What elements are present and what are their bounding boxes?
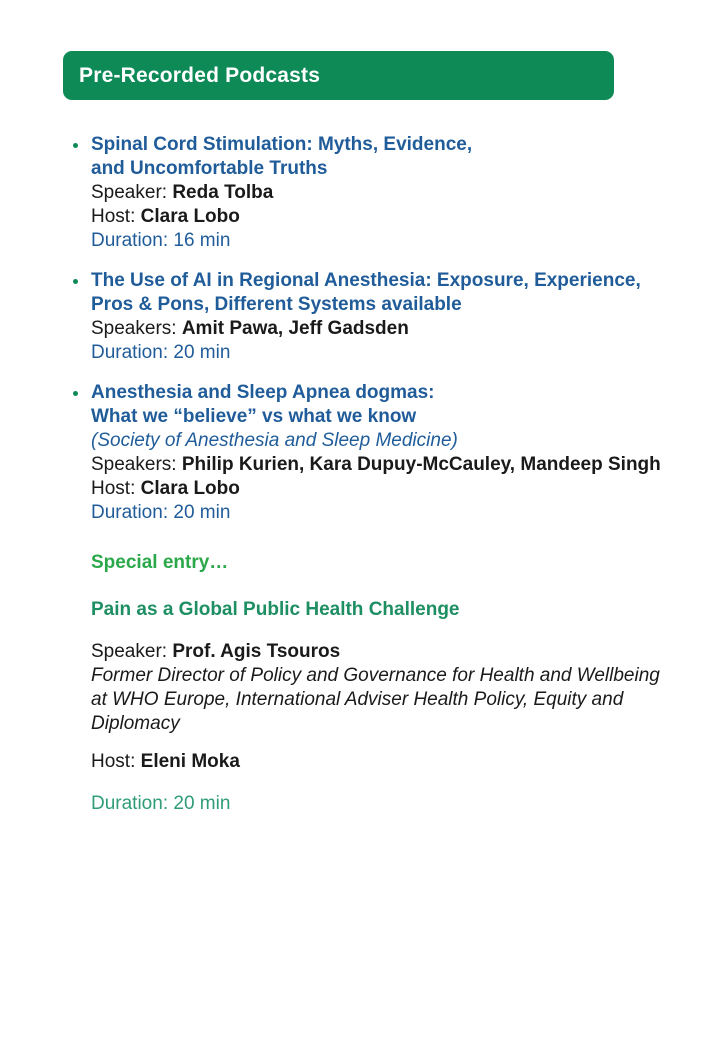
speaker-label: Speaker: [91,182,168,203]
speaker-label: Speaker: [91,641,168,662]
podcast-item [73,133,713,253]
podcast-society-subtitle: (Society of Anesthesia and Sleep Medicine) [91,430,458,451]
podcast-title: What we “believe” vs what we know [91,406,417,427]
host-label: Host: [91,751,136,772]
speaker-line [91,640,713,664]
special-podcast-title: Pain as a Global Public Health Challenge [91,599,460,620]
special-speaker-block [91,640,713,736]
podcast-item [73,381,713,525]
podcast-title: Anesthesia and Sleep Apnea dogmas: [91,382,435,403]
duration-line [91,501,661,525]
speaker-line [91,181,472,205]
duration-line [91,229,472,253]
duration-label: Duration: [91,793,169,814]
bullet-icon [73,391,78,396]
duration-value: 16 min [173,230,231,251]
bullet-icon [73,143,78,148]
podcast-title: Pros & Pons, Different Systems available [91,294,462,315]
podcast-title: The Use of AI in Regional Anesthesia: Exposure, Experience, [91,270,641,291]
host-line [91,477,661,501]
host-name: Clara Lobo [140,478,240,499]
host-name: Clara Lobo [140,206,240,227]
podcast-title: and Uncomfortable Truths [91,158,328,179]
speaker-bio: Diplomacy [91,713,180,734]
speaker-label: Speakers: [91,318,177,339]
duration-value: 20 min [173,502,231,523]
speaker-name: Prof. Agis Tsouros [172,641,341,662]
bullet-icon [73,279,78,284]
host-line [91,205,472,229]
duration-value: 20 min [173,793,231,814]
podcast-title: Spinal Cord Stimulation: Myths, Evidence, [91,134,473,155]
host-line [91,750,713,774]
page-title: Pre-Recorded Podcasts [79,63,321,87]
speaker-label: Speakers: [91,454,177,475]
speaker-name: Reda Tolba [172,182,274,203]
section-header [63,51,614,100]
speaker-line [91,317,641,341]
host-label: Host: [91,206,136,227]
duration-label: Duration: [91,502,169,523]
speaker-bio: at WHO Europe, International Adviser Health Policy, Equity and [91,689,624,710]
speaker-name: Amit Pawa, Jeff Gadsden [181,318,409,339]
podcast-item [73,269,713,365]
host-name: Eleni Moka [140,751,240,772]
speaker-bio: Former Director of Policy and Governance for Health and Wellbeing [91,665,660,686]
duration-line [91,792,713,816]
speaker-line [91,453,661,477]
speaker-name: Philip Kurien, Kara Dupuy-McCauley, Mandeep Singh [181,454,661,475]
special-entry-section [91,551,713,816]
duration-label: Duration: [91,342,169,363]
duration-value: 20 min [173,342,231,363]
duration-line [91,341,641,365]
host-label: Host: [91,478,136,499]
duration-label: Duration: [91,230,169,251]
podcast-list [73,133,713,816]
special-entry-heading: Special entry… [91,552,229,573]
